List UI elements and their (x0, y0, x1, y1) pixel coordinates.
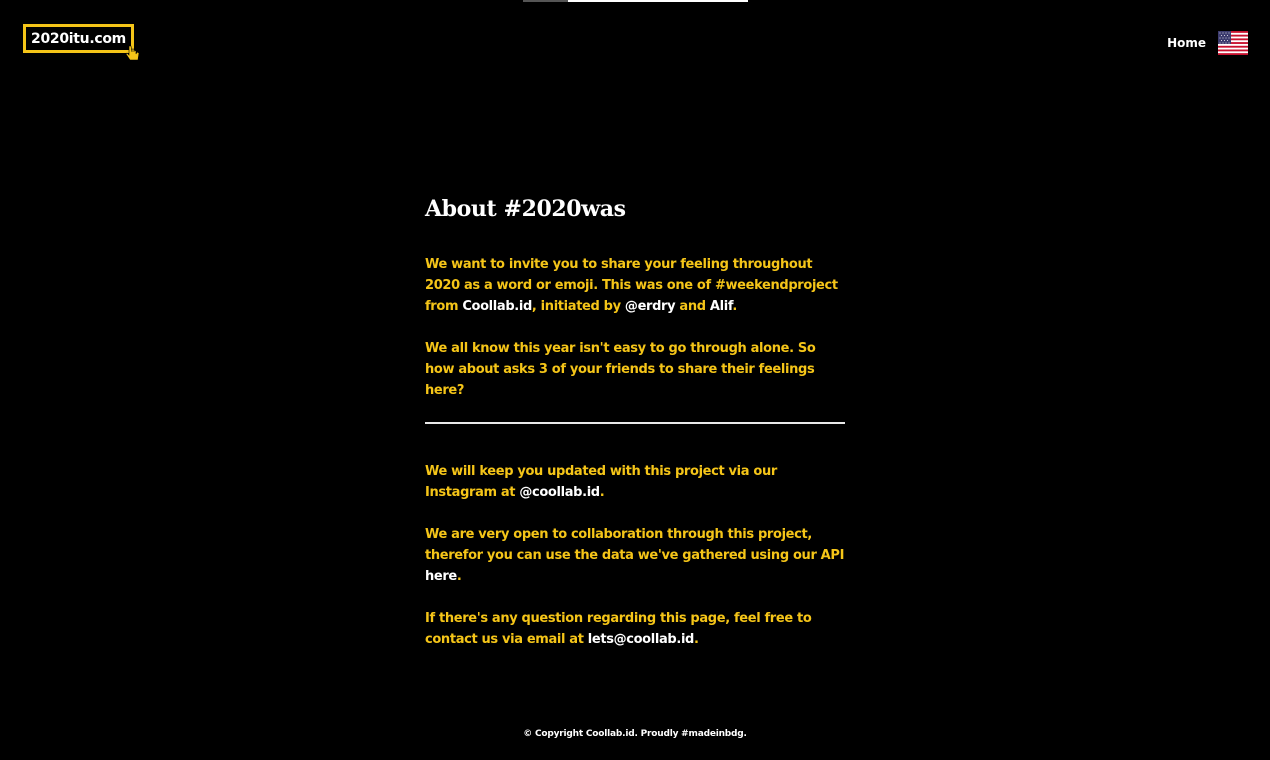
contact-text-1: If there's any question regarding this page, feel free to contact us via email at (425, 611, 812, 647)
intro-text-2: , initiated by (531, 299, 625, 314)
intro-text-1: We want to invite you to share your feeling throughout 2020 as a word or emoji. This was one of #weekendproject from (425, 257, 838, 314)
contact-text-2: . (694, 632, 699, 647)
instagram-link[interactable]: @coollab.id (519, 485, 600, 500)
page-title: About #2020was (425, 196, 626, 222)
intro-text-4: . (732, 299, 738, 314)
coollab-link[interactable]: Coollab.id (462, 299, 532, 314)
top-progress-bar (523, 0, 748, 2)
api-text-2: . (456, 569, 462, 584)
nav-home-link[interactable]: Home (1167, 36, 1206, 50)
us-flag-icon[interactable] (1218, 31, 1248, 55)
about-paragraph-instagram (425, 461, 845, 503)
instagram-text-1: We will keep you updated with this project via our Instagram at (425, 464, 777, 500)
cursor-hand-icon (125, 45, 141, 61)
footer-copyright: © Copyright Coollab.id. Proudly #madeinbdg. (523, 729, 747, 739)
alif-link[interactable]: Alif (709, 299, 733, 314)
about-paragraph-friends: We all know this year isn't easy to go through alone. So how about asks 3 of your friends to share their feelings here? (425, 341, 816, 398)
instagram-text-2: . (599, 485, 605, 500)
section-divider (425, 422, 845, 424)
about-section (425, 196, 845, 671)
erdry-link[interactable]: @erdry (624, 299, 676, 314)
top-progress-track (523, 0, 568, 2)
intro-text-3: and (675, 299, 710, 314)
about-paragraph-api (425, 524, 845, 587)
site-logo[interactable] (23, 24, 134, 53)
about-paragraph-intro (425, 254, 845, 317)
api-text-1: We are very open to collaboration through this project, therefor you can use the data we've gathered using our API (425, 527, 845, 563)
email-link[interactable]: lets@coollab.id (587, 632, 694, 647)
logo-text: 2020itu.com (31, 30, 126, 47)
api-link[interactable]: here (425, 569, 457, 584)
about-paragraph-contact (425, 608, 845, 650)
top-nav (1167, 31, 1248, 55)
